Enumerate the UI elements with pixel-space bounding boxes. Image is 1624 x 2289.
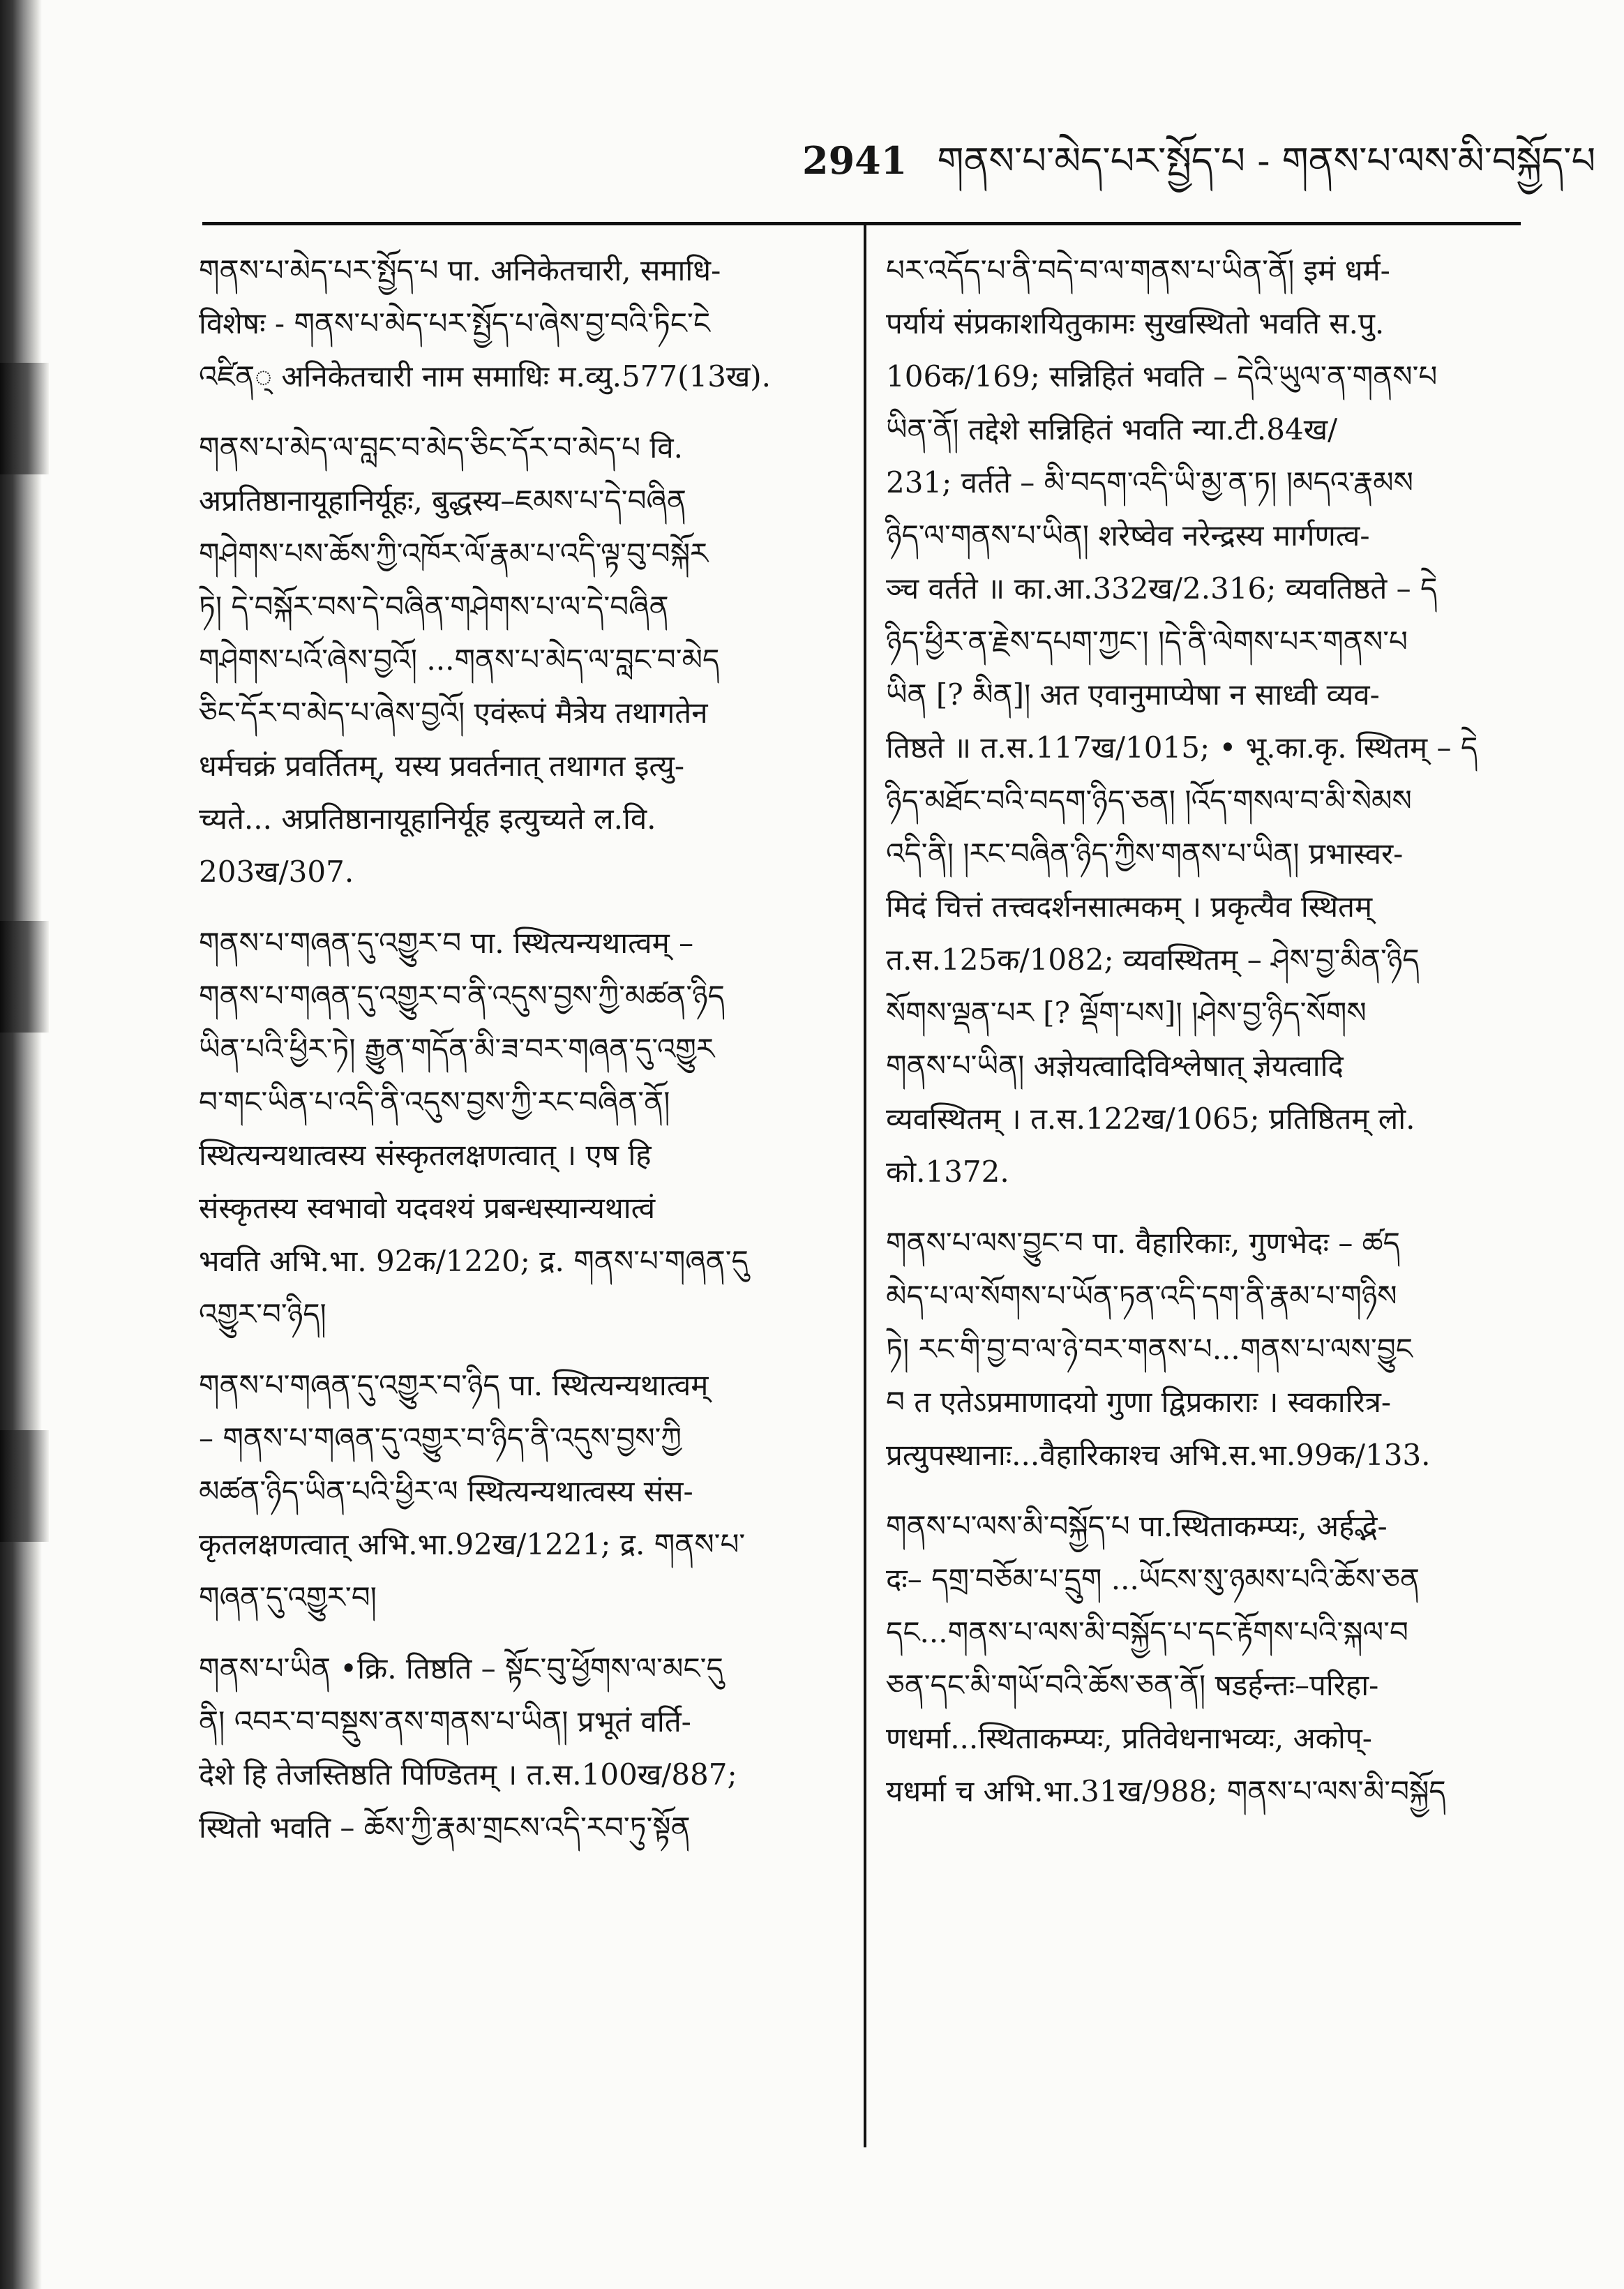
entry-text-line: धर्मचक्रं प्रवर्तितम्, यस्य प्रवर्तनात् तथागत इत्यु- bbox=[199, 749, 685, 783]
entry-headword-line: པར་འདོད་པ་ནི་བདེ་བ་ལ་གནས་པ་ཡིན་ནོ། इमं धर्म- bbox=[886, 253, 1390, 287]
entry-text-line: གནས་པ་གཞན་དུ་འགྱུར་བ་ནི་འདུས་བྱས་ཀྱི་མཚན་ཉིད bbox=[199, 979, 725, 1013]
dictionary-entry bbox=[199, 244, 841, 403]
entry-text-line: च्यते... अप्रतिष्ठानायूहानिर्यूह इत्युच्यते ल.वि. bbox=[199, 802, 656, 836]
entry-text-line: གཤེགས་པའོ་ཞེས་བྱའོ། ...གནས་པ་མེད་ལ་བླང་བ་མེད bbox=[199, 643, 720, 677]
dictionary-entry bbox=[199, 1642, 841, 1854]
entry-text-line: 106क/169; सन्निहितं भवति – དེའི་ཡུལ་ན་གནས་པ bbox=[886, 359, 1438, 393]
entry-text-line: देशे हि तेजस्तिष्ठति पिण्डितम् । त.स.100ख/887; bbox=[199, 1757, 737, 1792]
entry-text-line: कृतलक्षणत्वात् अभि.भा.92ख/1221; द्र. གནས་པ་ bbox=[199, 1527, 746, 1561]
binding-shadow bbox=[0, 1430, 49, 1542]
entry-headword-line: གནས་པ་མེད་ལ་བླང་བ་མེད་ཅིང་དོར་བ་མེད་པ वि. bbox=[199, 430, 683, 465]
entry-text-line: དང...གནས་པ་ལས་མི་བསྐྱོད་པ་དང་རྟོགས་པའི་སྐལ་བ bbox=[886, 1615, 1408, 1649]
page-number: 2941 bbox=[802, 138, 908, 183]
book-binding-edge bbox=[0, 0, 42, 2289]
entry-text-line: ནི། འབར་བ་བསྡུས་ནས་གནས་པ་ཡིན། प्रभूतं वर्ति- bbox=[199, 1704, 691, 1739]
dictionary-entry bbox=[886, 1217, 1514, 1482]
entry-text-line: 231; वर्तते – མི་བདག་འདི་ཡི་མྱ་ན་ཏ། །མདའ་རྣམས bbox=[886, 465, 1413, 500]
entry-text-line: स्थित्यन्यथात्वस्य संस्कृतलक्षणत्वात् । एष हि bbox=[199, 1138, 652, 1172]
entry-text-line: पर्यायं संप्रकाशयितुकामः सुखस्थितो भवति स.पु. bbox=[886, 306, 1385, 340]
entry-text-line: མཚན་ཉིད་ཡིན་པའི་ཕྱིར་ལ स्थित्यन्यथात्वस्य संस- bbox=[199, 1474, 693, 1508]
entry-text-line: ञ्च वर्तते ॥ का.आ.332ख/2.316; व्यवतिष्ठते – དེ bbox=[886, 571, 1438, 606]
entry-text-line: ཏེ། རང་གི་བྱ་བ་ལ་ཉེ་བར་གནས་པ...གནས་པ་ལས་བྱུང bbox=[886, 1332, 1413, 1366]
entry-text-line: दः– དགྲ་བཅོམ་པ་དྲུག ...ཡོངས་སུ་ཉམས་པའི་ཆོས་ཅན bbox=[886, 1562, 1420, 1596]
entry-text-line: བ་གང་ཡིན་པ་འདི་ནི་འདུས་བྱས་ཀྱི་རང་བཞིན་ནོ། bbox=[199, 1085, 670, 1119]
dictionary-entry bbox=[199, 421, 841, 899]
dictionary-entry bbox=[886, 1500, 1514, 1818]
running-header bbox=[802, 129, 1596, 192]
entry-text-line: ཡིན་ནོ། तद्देशे सन्निहितं भवति न्या.टी.84ख/ bbox=[886, 412, 1338, 446]
entry-headword-line: གནས་པ་མེད་པར་སྤྱོད་པ पा. अनिकेतचारी, समाधि- bbox=[199, 253, 721, 287]
entry-text-line: 203ख/307. bbox=[199, 855, 354, 889]
left-column bbox=[199, 244, 841, 1873]
entry-text-line: यधर्मा च अभि.भा.31ख/988; གནས་པ་ལས་མི་བསྐྱོད bbox=[886, 1774, 1446, 1808]
entry-headword-line: གནས་པ་ཡིན •क्रि. तिष्ठति – སྟོང་བུ་ཕྱོགས་ལ་མང་དུ bbox=[199, 1651, 723, 1686]
entry-text-line: ཅིང་དོར་བ་མེད་པ་ཞེས་བྱའོ། एवंरूपं मैत्रेय तथागतेन bbox=[199, 696, 708, 730]
entry-text-line: विशेषः - གནས་པ་མེད་པར་སྤྱོད་པ་ཞེས་བྱ་བའི་ཏིང་ངེ bbox=[199, 306, 711, 340]
entry-text-line: णधर्मा...स्थिताकम्प्यः, प्रतिवेधनाभव्यः, अकोप्- bbox=[886, 1721, 1372, 1755]
entry-text-line: ཡིན་པའི་ཕྱིར་ཏེ། རྒྱུན་གདོན་མི་ཟ་བར་གཞན་དུ་འགྱུར bbox=[199, 1032, 715, 1066]
right-column bbox=[886, 244, 1514, 1836]
header-headwords: གནས་པ་མེད་པར་སྤྱོད་པ - གནས་པ་ལས་མི་བསྐྱོད་པ bbox=[937, 139, 1596, 183]
binding-shadow bbox=[0, 363, 49, 474]
entry-text-line: को.1372. bbox=[886, 1155, 1009, 1189]
entry-text-line: འདི་ནི། །རང་བཞིན་ཉིད་ཀྱིས་གནས་པ་ཡིན། प्रभास्वर- bbox=[886, 836, 1404, 871]
entry-text-line: སོགས་ལྡན་པར [? ལྡོག་པས]། །ཤེས་བྱ་ཉིད་སོགས bbox=[886, 996, 1367, 1030]
entry-headword-line: གནས་པ་ལས་མི་བསྐྱོད་པ पा.स्थिताकम्प्यः, अर्हद्भे- bbox=[886, 1509, 1388, 1543]
entry-text-line: मिदं चित्तं तत्त्वदर्शनसात्मकम् । प्रकृत्यैव स्थितम् bbox=[886, 890, 1373, 924]
entry-text-line: གནས་པ་ཡིན། अज्ञेयत्वादिविश्लेषात् ज्ञेयत्वादि bbox=[886, 1049, 1344, 1083]
dictionary-entry bbox=[886, 244, 1514, 1199]
entry-headword-line: གནས་པ་གཞན་དུ་འགྱུར་བ पा. स्थित्यन्यथात्वम् – bbox=[199, 926, 694, 960]
entry-text-line: འཛིན् अनिकेतचारी नाम समाधिः म.व्यु.577(13ख). bbox=[199, 359, 772, 393]
binding-shadow bbox=[0, 921, 49, 1033]
entry-headword-line: གནས་པ་གཞན་དུ་འགྱུར་བ་ཉིད पा. स्थित्यन्यथात्वम् bbox=[199, 1368, 709, 1402]
entry-text-line: प्रत्युपस्थानाः...वैहारिकाश्च अभि.स.भा.99क/133. bbox=[886, 1438, 1431, 1472]
header-rule bbox=[202, 222, 1521, 225]
entry-text-line: संस्कृतस्य स्वभावो यदवश्यं प्रबन्धस्यान्यथात्वं bbox=[199, 1191, 656, 1225]
entry-text-line: त.स.125क/1082; व्यवस्थितम् – ཤེས་བྱ་མིན་ཉིད bbox=[886, 943, 1420, 977]
column-divider bbox=[864, 222, 866, 2147]
entry-text-line: ཉིད་ལ་གནས་པ་ཡིན། शरेष्वेव नरेन्द्रस्य मार्गणत्व- bbox=[886, 518, 1370, 553]
entry-text-line: – གནས་པ་གཞན་དུ་འགྱུར་བ་ཉིད་ནི་འདུས་བྱས་ཀྱི bbox=[199, 1421, 682, 1455]
entry-text-line: ཅན་དང་མི་གཡོ་བའི་ཆོས་ཅན་ནོ། षडर्हन्तः–परिहा- bbox=[886, 1668, 1379, 1702]
entry-text-line: གཤེགས་པས་ཆོས་ཀྱི་འཁོར་ལོ་རྣམ་པ་འདི་ལྟ་བུ་བསྐོར bbox=[199, 536, 709, 571]
entry-text-line: ཏེ། དེ་བསྐོར་བས་དེ་བཞིན་གཤེགས་པ་ལ་དེ་བཞིན bbox=[199, 590, 669, 624]
entry-text-line: भवति अभि.भा. 92क/1220; द्र. གནས་པ་གཞན་དུ bbox=[199, 1244, 749, 1278]
entry-text-line: ཡིན [? མིན]། अत एवानुमाप्येषा न साध्वी व्यव- bbox=[886, 677, 1380, 712]
entry-text-line: ཉིད་མཐོང་བའི་བདག་ཉིད་ཅན། །འོད་གསལ་བ་མི་སེམས bbox=[886, 783, 1412, 818]
entry-text-line: अप्रतिष्ठानायूहानिर्यूहः, बुद्धस्य–ཇམས་པ་དེ་བཞིན bbox=[199, 483, 686, 518]
entry-text-line: བ त एतेऽप्रमाणादयो गुणा द्विप्रकाराः । स्वकारित्र- bbox=[886, 1385, 1392, 1419]
dictionary-entry bbox=[199, 917, 841, 1341]
entry-text-line: འགྱུར་བ་ཉིད། bbox=[199, 1297, 326, 1331]
entry-headword-line: གནས་པ་ལས་བྱུང་བ पा. वैहारिकाः, गुणभेदः – ཚད bbox=[886, 1226, 1400, 1260]
dictionary-entry bbox=[199, 1359, 841, 1624]
entry-text-line: तिष्ठते ॥ त.स.117ख/1015; • भू.का.कृ. स्थितम् – དེ bbox=[886, 730, 1478, 765]
entry-text-line: གཞན་དུ་འགྱུར་བ། bbox=[199, 1580, 377, 1614]
entry-text-line: स्थितो भवति – ཆོས་ཀྱི་རྣམ་གྲངས་འདི་རབ་ཏུ་སྟོན bbox=[199, 1810, 691, 1845]
entry-text-line: व्यवस्थितम् । त.स.122ख/1065; प्रतिष्ठितम् लो. bbox=[886, 1102, 1415, 1136]
entry-text-line: ཉིད་ཕྱིར་ན་རྗེས་དཔག་ཀྱང་། །དེ་ནི་ལེགས་པར་གནས་པ bbox=[886, 624, 1408, 659]
entry-text-line: མེད་པ་ལ་སོགས་པ་ཡོན་ཏན་འདི་དག་ནི་རྣམ་པ་གཉིས bbox=[886, 1279, 1397, 1313]
